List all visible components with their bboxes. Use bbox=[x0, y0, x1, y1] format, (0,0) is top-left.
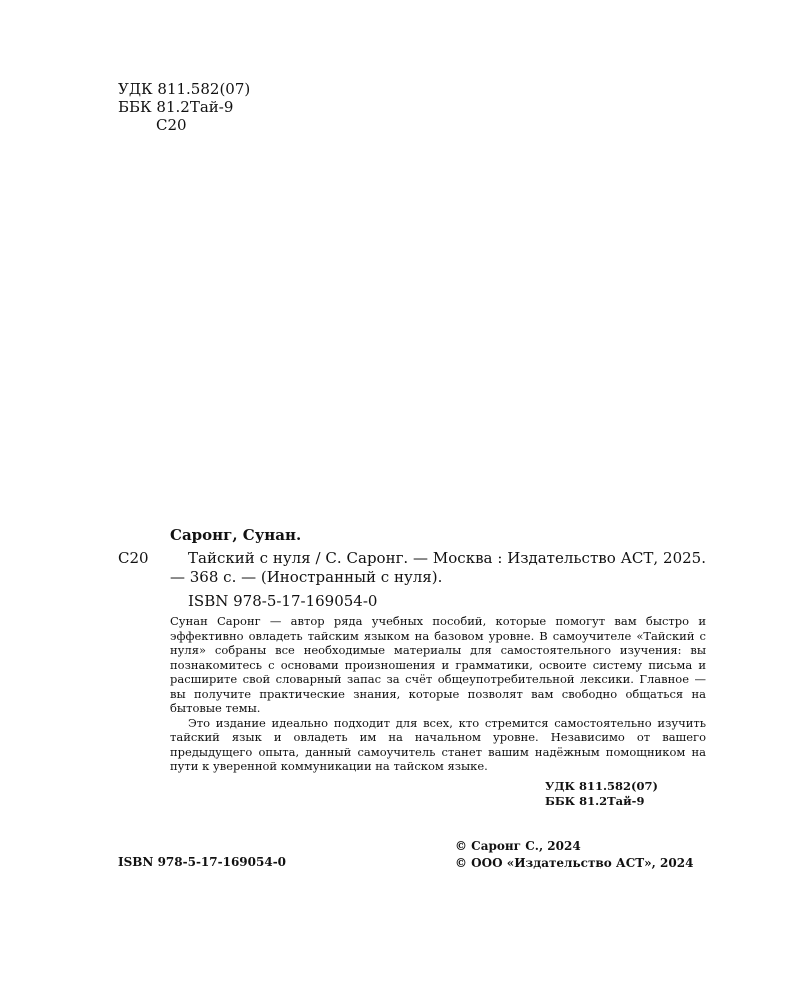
bibliographic-description: Тайский с нуля / С. Саронг. — Москва : Издательство АСТ, 2025. — 368 с. — (Иностранный с нуля). bbox=[170, 549, 706, 586]
annotation bbox=[170, 614, 706, 774]
annotation-paragraph-1: Сунан Саронг — автор ряда учебных пособий, которые помогут вам быстро и эффективно овладеть тайским языком на базовом уровне. В самоучителе «Тайский с нуля» собраны все необходимые материалы для самостоятельного изучения: вы познакомитесь с основами произношения и грамматики, освоите систему письма и расширите свой словарный запас за счёт общеупотребительной лексики. Главное — вы получите практические знания, которые позволят вам свободно общаться на бытовые темы. bbox=[170, 614, 706, 715]
bbk-code: ББК 81.2Тай-9 bbox=[118, 98, 234, 116]
author-mark: С20 bbox=[156, 116, 187, 134]
record-udk: УДК 811.582(07) bbox=[545, 779, 658, 793]
copyright-publisher: © ООО «Издательство АСТ», 2024 bbox=[455, 856, 694, 870]
record-author-mark: С20 bbox=[118, 549, 149, 567]
copyright-block bbox=[455, 838, 693, 872]
record-author: Саронг, Сунан. bbox=[170, 526, 302, 544]
record-isbn: ISBN 978-5-17-169054-0 bbox=[188, 592, 378, 610]
record-bbk: ББК 81.2Тай-9 bbox=[545, 794, 645, 808]
copyright-author: © Саронг С., 2024 bbox=[455, 839, 581, 853]
record-classification-codes bbox=[545, 779, 705, 809]
annotation-paragraph-2: Это издание идеально подходит для всех, кто стремится самостоятельно изучить тайский язык и овладеть им на начальном уровне. Независимо от вашего предыдущего опыта, данный самоучитель станет вашим надёжным помощником на пути к уверенной коммуникации на тайском языке. bbox=[170, 715, 706, 773]
footer-isbn: ISBN 978-5-17-169054-0 bbox=[118, 855, 287, 869]
top-classification-codes bbox=[118, 80, 250, 134]
udk-code: УДК 811.582(07) bbox=[118, 80, 251, 98]
